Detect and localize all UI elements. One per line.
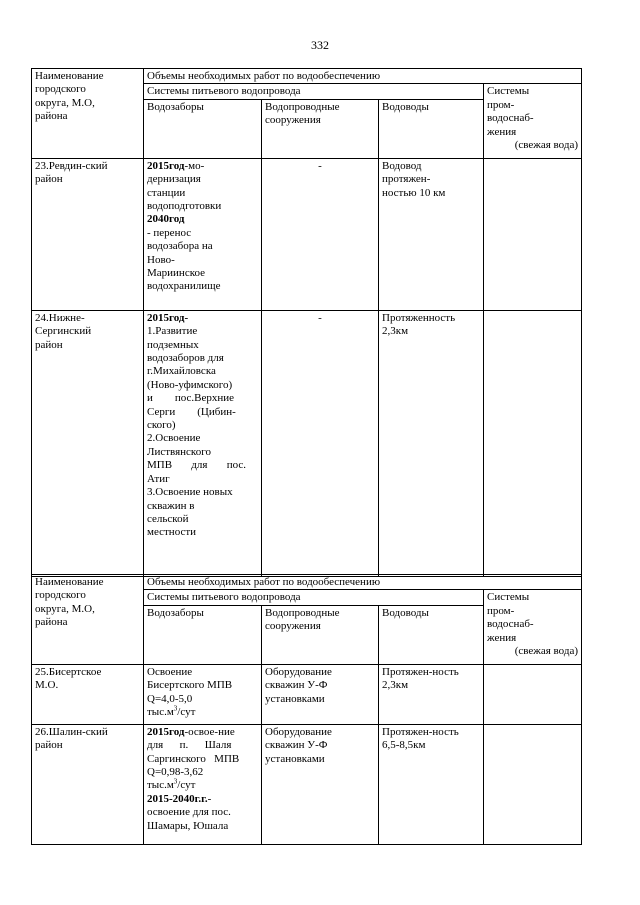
row-facilities: Оборудование скважин У-Ф установками: [262, 664, 379, 724]
table-row: [32, 310, 582, 576]
row-facilities: -: [262, 158, 379, 310]
row-intakes: 2015год-мо- дернизация станции водоподготовки 2040год - перенос водозабора на Ново- Мариинское водохранилище: [144, 158, 262, 310]
header-volumes: Объемы необходимых работ по водообеспечению: [144, 69, 582, 84]
row-intakes: 2015год- 1.Развитие подземных водозаборов для г.Михайловска (Ново-уфимского) и пос.Верхние Серги (Цибин- ского) 2.Освоение Листвянского МПВ для пос. Атиг 3.Освоение новых скважин в сельской местности: [144, 310, 262, 576]
header-drinking-systems: Системы питьевого водопровода: [144, 590, 484, 605]
header-intakes: Водозаборы: [144, 605, 262, 664]
header-facilities: Водопроводные сооружения: [262, 99, 379, 158]
header-intakes: Водозаборы: [144, 99, 262, 158]
header-volumes: Объемы необходимых работ по водообеспечению: [144, 575, 582, 590]
row-industrial: [484, 724, 582, 844]
page-number: 332: [311, 38, 329, 52]
row-pipelines: Протяжен-ность 2,3км: [379, 664, 484, 724]
header-name-col: Наименование городского округа, М.О, района: [32, 69, 144, 159]
header-pipelines: Водоводы: [379, 605, 484, 664]
row-industrial: [484, 158, 582, 310]
header-name-col: Наименование городского округа, М.О, района: [32, 575, 144, 665]
row-pipelines: Водовод протяжен- ностью 10 км: [379, 158, 484, 310]
row-intakes: Освоение Бисертского МПВ Q=4,0-5,0 $тыс.м^3$/сут: [144, 664, 262, 724]
header-pipelines: Водоводы: [379, 99, 484, 158]
row-name: 24.Нижне- Сергинский район: [32, 310, 144, 576]
header-industrial: Системы пром- водоснаб- жения (свежая вода): [484, 590, 582, 664]
row-pipelines: Протяжен-ность 6,5-8,5км: [379, 724, 484, 844]
header-facilities: Водопроводные сооружения: [262, 605, 379, 664]
row-pipelines: Протяженность 2,3км: [379, 310, 484, 576]
water-supply-table-1: [31, 68, 582, 577]
row-industrial: [484, 664, 582, 724]
row-facilities: -: [262, 310, 379, 576]
row-name: 25.Бисертское М.О.: [32, 664, 144, 724]
row-facilities: Оборудование скважин У-Ф установками: [262, 724, 379, 844]
header-industrial: Системы пром- водоснаб- жения (свежая вода): [484, 84, 582, 158]
header-drinking-systems: Системы питьевого водопровода: [144, 84, 484, 99]
table-row: [32, 158, 582, 310]
row-industrial: [484, 310, 582, 576]
row-name: 23.Ревдин-ский район: [32, 158, 144, 310]
table-row: [32, 724, 582, 844]
water-supply-table-2: [31, 574, 582, 845]
table-row: [32, 664, 582, 724]
row-intakes: 2015год-освое-ние для п. Шаля Саргинского МПВ Q=0,98-3,62 $тыс.м^3$/сут 2015-2040г.г.- освоение для пос. Шамары, Юшала: [144, 724, 262, 844]
row-name: 26.Шалин-ский район: [32, 724, 144, 844]
